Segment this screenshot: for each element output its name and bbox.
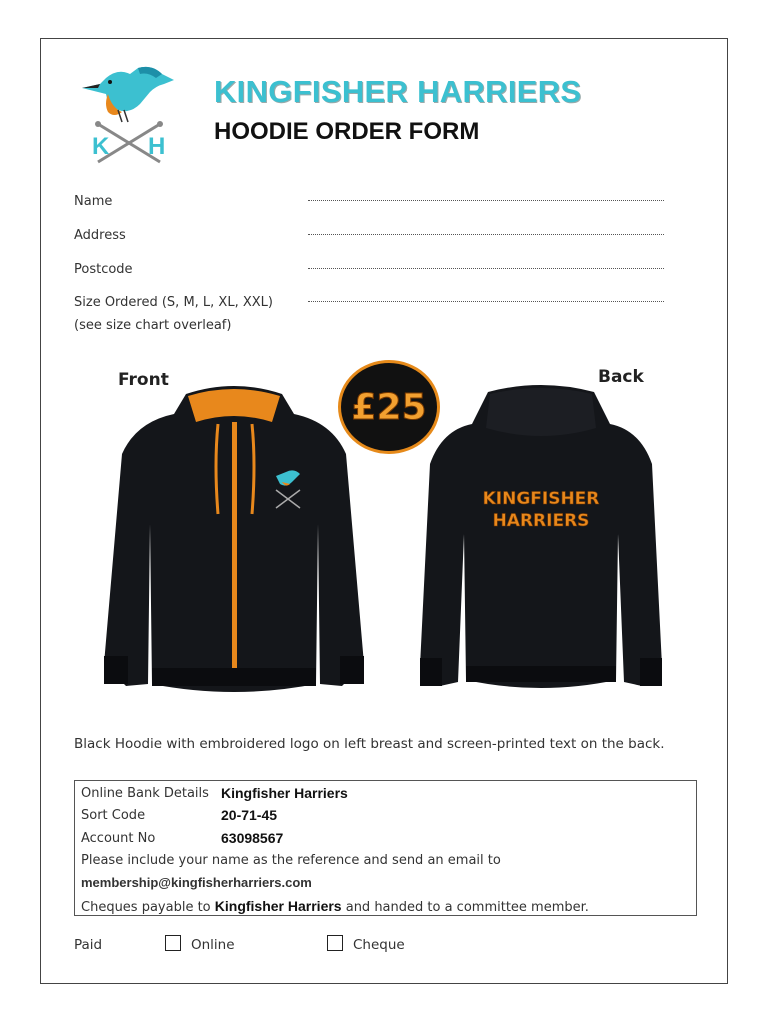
cheque-payee: Kingfisher Harriers (214, 898, 342, 914)
cheque-suffix: and handed to a committee member. (341, 900, 589, 915)
address-entry-line[interactable] (308, 232, 664, 235)
size-entry-line[interactable] (308, 299, 664, 302)
back-label: Back (598, 367, 644, 387)
hoodie-back-image (418, 384, 664, 694)
reference-instructions: Please include your name as the reference and send an email to (81, 853, 501, 868)
bank-details-box (74, 780, 697, 916)
kingfisher-logo (78, 60, 178, 170)
postcode-label: Postcode (74, 262, 133, 277)
hoodie-front-image (96, 384, 372, 696)
online-checkbox[interactable] (165, 935, 181, 951)
account-no-value: 63098567 (221, 830, 284, 846)
size-label: Size Ordered (S, M, L, XL, XXL) (74, 295, 273, 310)
front-label: Front (118, 370, 169, 390)
online-option-label: Online (191, 937, 235, 953)
name-entry-line[interactable] (308, 198, 664, 201)
back-print-line2: HARRIERS (492, 511, 590, 531)
name-label: Name (74, 194, 113, 209)
account-no-label: Account No (81, 831, 156, 846)
cheque-instructions (81, 898, 589, 915)
logo-letter-h: H (148, 133, 166, 160)
back-print-line1: KINGFISHER (482, 489, 600, 509)
form-title: HOODIE ORDER FORM (214, 118, 480, 145)
kingfisher-bird-icon (82, 67, 174, 122)
paid-label: Paid (74, 937, 103, 953)
membership-email[interactable]: membership@kingfisherharriers.com (81, 875, 312, 890)
club-title: KINGFISHER HARRIERS (214, 74, 582, 109)
price-badge: £25 (338, 360, 440, 454)
address-label: Address (74, 228, 126, 243)
online-bank-value: Kingfisher Harriers (221, 785, 348, 801)
postcode-entry-line[interactable] (308, 266, 664, 269)
logo-letter-k: K (92, 133, 110, 160)
cheque-prefix: Cheques payable to (81, 900, 215, 915)
size-chart-note: (see size chart overleaf) (74, 318, 232, 333)
sort-code-label: Sort Code (81, 808, 146, 823)
product-description: Black Hoodie with embroidered logo on left breast and screen-printed text on the back. (74, 736, 665, 752)
sort-code-value: 20-71-45 (221, 807, 278, 823)
cheque-checkbox[interactable] (327, 935, 343, 951)
online-bank-label: Online Bank Details (81, 786, 209, 801)
cheque-option-label: Cheque (353, 937, 405, 953)
